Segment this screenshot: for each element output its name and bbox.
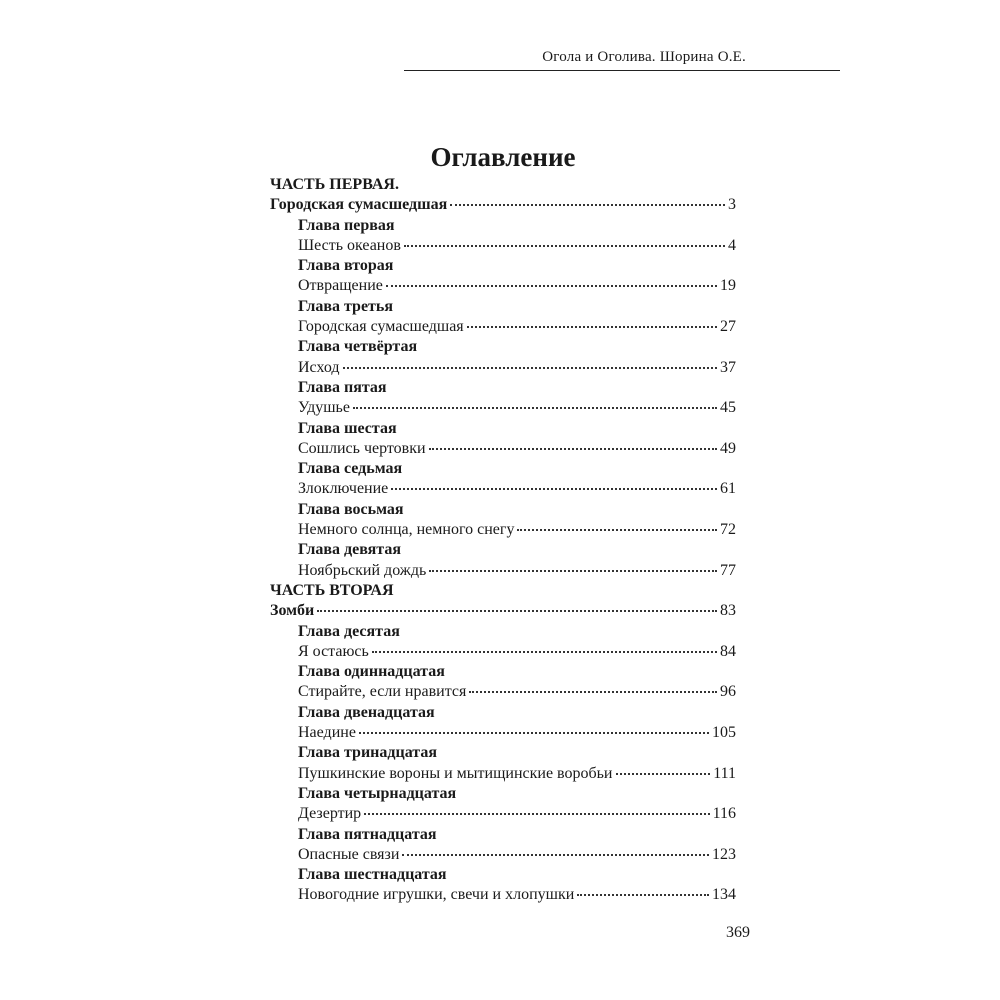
toc-chapter-row [270, 622, 736, 642]
dot-leader [402, 853, 709, 856]
toc-chapter-row [270, 500, 736, 520]
dot-leader [429, 447, 717, 450]
toc-page-number: 27 [720, 318, 736, 336]
toc-page-number: 4 [728, 236, 736, 254]
toc-section-row [270, 195, 736, 215]
toc-chapter-label: Глава пятая [298, 378, 387, 396]
toc-chapter-label: Глава шестнадцатая [298, 866, 447, 884]
toc-entry-label: Злоключение [298, 480, 389, 498]
toc-chapter-label: Глава одиннадцатая [298, 663, 445, 681]
dot-leader [353, 406, 717, 409]
dot-leader [372, 650, 717, 653]
toc-part-label: ЧАСТЬ ВТОРАЯ [270, 581, 394, 599]
toc-entry-label: Новогодние игрушки, свечи и хлопушки [298, 886, 575, 904]
toc-chapter-label: Глава четырнадцатая [298, 784, 457, 802]
dot-leader [577, 893, 709, 896]
toc-chapter-row [270, 337, 736, 357]
toc-entry-label: Удушье [298, 399, 350, 417]
toc-chapter-row [270, 743, 736, 763]
toc-page-number: 45 [720, 399, 736, 417]
toc-page-number: 111 [713, 764, 736, 782]
toc-section-label: Зомби [270, 602, 315, 620]
toc-entry-row [270, 439, 736, 459]
toc-entry-row [270, 723, 736, 743]
toc-entry-row [270, 479, 736, 499]
toc-entry-row [270, 398, 736, 418]
table-of-contents [270, 175, 736, 906]
dot-leader [391, 487, 717, 490]
toc-chapter-row [270, 662, 736, 682]
toc-chapter-label: Глава десятая [298, 622, 400, 640]
toc-entry-label: Шесть океанов [298, 236, 401, 254]
toc-chapter-row [270, 825, 736, 845]
toc-entry-label: Городская сумасшедшая [298, 318, 464, 336]
toc-entry-row [270, 358, 736, 378]
toc-entry-row [270, 520, 736, 540]
toc-part-label: ЧАСТЬ ПЕРВАЯ. [270, 176, 399, 193]
toc-chapter-row [270, 297, 736, 317]
toc-entry-label: Ноябрьский дождь [298, 561, 427, 579]
toc-entry-label: Стирайте, если нравится [298, 683, 467, 701]
toc-page-number: 96 [720, 683, 736, 701]
toc-chapter-row [270, 459, 736, 479]
toc-page-number: 19 [720, 277, 736, 295]
toc-entry-label: Отвращение [298, 277, 383, 295]
toc-part-row [270, 175, 736, 195]
dot-leader [450, 203, 725, 206]
toc-entry-label: Наедине [298, 724, 356, 742]
header-rule [404, 70, 840, 71]
dot-leader [467, 325, 717, 328]
toc-chapter-label: Глава третья [298, 297, 394, 315]
toc-chapter-row [270, 784, 736, 804]
dot-leader [386, 284, 717, 287]
dot-leader [469, 690, 717, 693]
toc-page-number: 116 [712, 805, 736, 823]
toc-page-number: 37 [720, 358, 736, 376]
running-header: Огола и Оголива. Шорина О.Е. [542, 49, 746, 65]
toc-chapter-label: Глава первая [298, 216, 395, 234]
toc-entry-row [270, 561, 736, 581]
toc-entry-row [270, 845, 736, 865]
toc-chapter-label: Глава тринадцатая [298, 744, 437, 762]
toc-chapter-row [270, 216, 736, 236]
toc-entry-label: Пушкинские вороны и мытищинские воробьи [298, 764, 613, 782]
toc-page-number: 72 [720, 521, 736, 539]
toc-entry-row [270, 276, 736, 296]
toc-chapter-label: Глава пятнадцатая [298, 825, 437, 843]
toc-part-row [270, 581, 736, 601]
toc-entry-label: Опасные связи [298, 845, 400, 863]
toc-entry-row [270, 236, 736, 256]
dot-leader [343, 366, 717, 369]
toc-page-number: 84 [720, 642, 736, 660]
toc-page-number: 49 [720, 439, 736, 457]
dot-leader [317, 609, 717, 612]
toc-page-number: 77 [720, 561, 736, 579]
dot-leader [517, 528, 717, 531]
toc-entry-row [270, 682, 736, 702]
toc-chapter-row [270, 703, 736, 723]
toc-entry-label: Сошлись чертовки [298, 439, 426, 457]
toc-chapter-label: Глава четвёртая [298, 338, 418, 356]
toc-chapter-row [270, 540, 736, 560]
toc-chapter-label: Глава вторая [298, 257, 394, 275]
dot-leader [429, 569, 717, 572]
toc-entry-label: Я остаюсь [298, 642, 369, 660]
toc-chapter-label: Глава девятая [298, 541, 401, 559]
toc-entry-row [270, 764, 736, 784]
toc-entry-row [270, 317, 736, 337]
toc-chapter-label: Глава двенадцатая [298, 703, 435, 721]
toc-chapter-label: Глава шестая [298, 419, 397, 437]
dot-leader [359, 731, 709, 734]
toc-entry-row [270, 804, 736, 824]
toc-entry-label: Дезертир [298, 805, 362, 823]
toc-page-number: 105 [712, 724, 736, 742]
toc-chapter-label: Глава седьмая [298, 460, 403, 478]
toc-chapter-label: Глава восьмая [298, 500, 404, 518]
dot-leader [364, 812, 709, 815]
toc-entry-label: Немного солнца, немного снегу [298, 521, 515, 539]
toc-entry-row [270, 642, 736, 662]
toc-chapter-row [270, 865, 736, 885]
toc-section-row [270, 601, 736, 621]
toc-page-number: 134 [712, 886, 736, 904]
toc-chapter-row [270, 378, 736, 398]
toc-title: Оглавление [430, 142, 576, 172]
toc-chapter-row [270, 256, 736, 276]
dot-leader [616, 772, 711, 775]
toc-page-number: 123 [712, 845, 736, 863]
page-number: 369 [726, 924, 750, 941]
toc-page-number: 61 [720, 480, 736, 498]
toc-section-label: Городская сумасшедшая [270, 196, 448, 214]
toc-page-number: 3 [728, 196, 736, 214]
toc-chapter-row [270, 419, 736, 439]
toc-entry-label: Исход [298, 358, 340, 376]
dot-leader [404, 244, 725, 247]
toc-entry-row [270, 885, 736, 905]
toc-page-number: 83 [720, 602, 736, 620]
